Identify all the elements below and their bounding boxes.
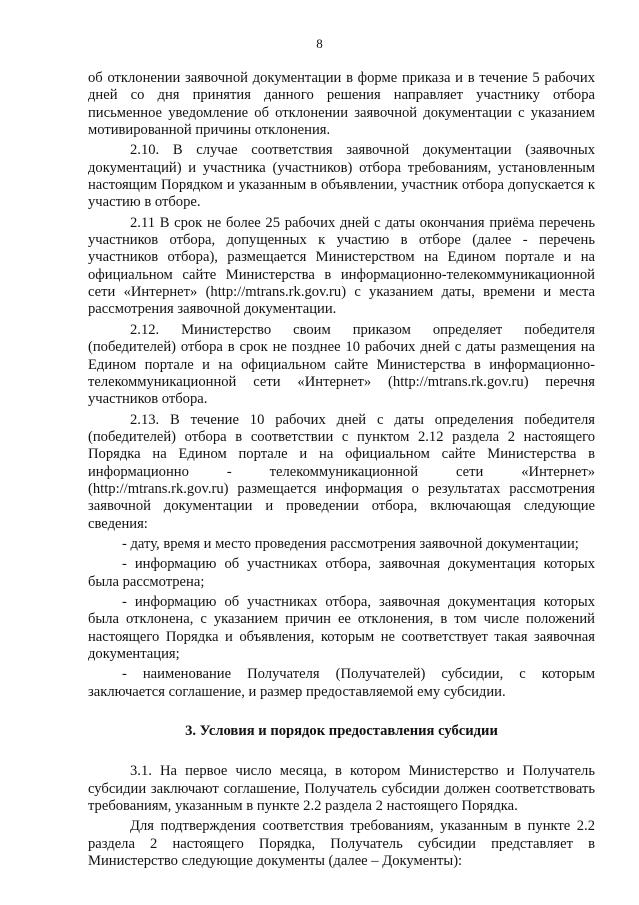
top-paragraphs (88, 70, 595, 533)
list-item: - информацию об участниках отбора, заявочная документация которых была отклонена, с указанием причин ее отклонения, в том числе положений настоящего Порядка и объявления, которым не соответствует такая заявочная документация; (88, 593, 595, 662)
list-item: - информацию об участниках отбора, заявочная документация которых была рассмотрена; (88, 556, 595, 590)
paragraph: 2.10. В случае соответствия заявочной документации (заявочных документаций) и участника (участников) отбора требованиям, установленным настоящим Порядком и указанным в объявлении, участник отбора допускается к участию в отборе. (88, 142, 595, 211)
paragraph: 3.1. На первое число месяца, в котором Министерство и Получатель субсидии заключают соглашение, Получатель субсидии должен соответствовать требованиям, указанным в пункте 2.2 раздела 2 настоящего Порядка. (88, 763, 595, 815)
paragraph: Для подтверждения соответствия требованиям, указанным в пункте 2.2 раздела 2 настоящего Порядка, Получатель субсидии представляет в Министерство следующие документы (далее – Документы): (88, 818, 595, 870)
list-item: - дату, время и место проведения рассмотрения заявочной документации; (122, 535, 579, 552)
page-content (88, 70, 595, 873)
list-item: - наименование Получателя (Получателей) субсидии, с которым заключается соглашение, и размер предоставляемой ему субсидии. (88, 666, 595, 700)
paragraph: 2.11 В срок не более 25 рабочих дней с даты окончания приёма перечень участников отбора, допущенных к участию в отборе (далее - перечень участников отбора), размещается Министерством на Едином портале и на официальном сайте Министерства в информационно-телекоммуникационной сети «Интернет» (http://mtrans.rk.gov.ru) с указанием даты, времени и места рассмотрения заявочной документации. (88, 214, 595, 318)
page-number: 8 (316, 36, 323, 51)
info-list (88, 536, 595, 701)
paragraph: 2.12. Министерство своим приказом определяет победителя (победителей) отбора в срок не позднее 10 рабочих дней с даты размещения на Едином портале и на официальном сайте Министерства в информационно-телекоммуникационной сети «Интернет» (http://mtrans.rk.gov.ru) перечня участников отбора. (88, 321, 595, 408)
paragraph: об отклонении заявочной документации в форме приказа и в течение 5 рабочих дней со дня принятия данного решения направляет участнику отбора письменное уведомление об отклонении заявочной документации с указанием мотивированной причины отклонения. (88, 70, 595, 139)
paragraph: 2.13. В течение 10 рабочих дней с даты определения победителя (победителей) отбора в соответствии с пунктом 2.12 раздела 2 настоящего Порядка на Едином портале и на официальном сайте Министерства в информационно - телекоммуникационной сети «Интернет» (http://mtrans.rk.gov.ru) размещается информация о результатах рассмотрения заявочной документации и проведении отбора, включающая следующие сведения: (88, 411, 595, 532)
section-heading: 3. Условия и порядок предоставления субсидии (185, 723, 498, 740)
bottom-paragraphs (88, 763, 595, 870)
